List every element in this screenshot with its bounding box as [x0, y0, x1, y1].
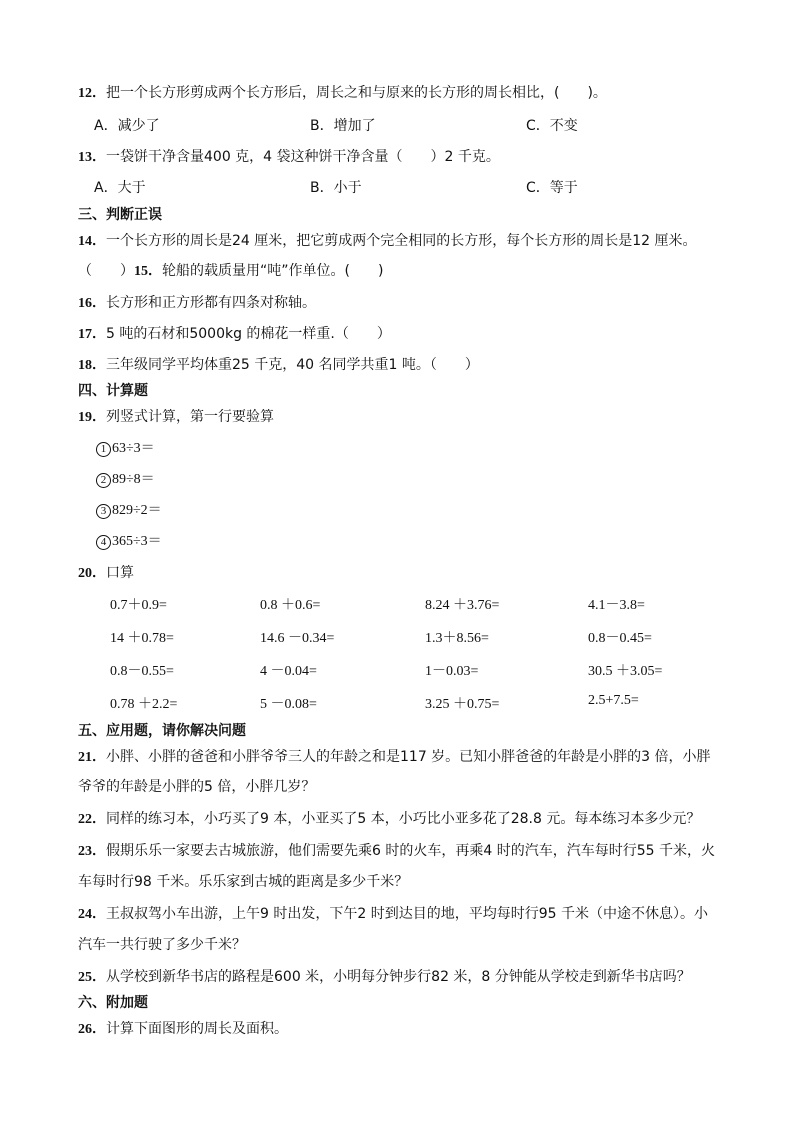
option-c: C．不变 — [526, 118, 578, 134]
question-number: 19． — [78, 410, 106, 425]
question-text: 从学校到新华书店的路程是600 米，小明每分钟步行82 米，8 分钟能从学校走到新华书店吗？ — [106, 969, 691, 985]
mental-calc: 1－0.03= — [425, 664, 479, 679]
question-19 — [78, 406, 274, 426]
question-number: 14． — [78, 234, 106, 249]
mental-calc: 4 －0.04= — [260, 664, 317, 679]
question-23 — [78, 840, 715, 860]
mental-calc: 0.8－0.55= — [110, 664, 174, 679]
question-text: 轮船的载质量用“吨”作单位。( ) — [162, 263, 384, 279]
question-text: 列竖式计算，第一行要验算 — [106, 409, 274, 425]
calc-item: 2 89÷8＝ — [96, 468, 155, 488]
question-text: 王叔叔驾小车出游，上午9 时出发，下午2 时到达目的地，平均每时行95 千米（中途不休息）。小 — [106, 906, 708, 922]
question-25 — [78, 966, 691, 986]
question-number: 25． — [78, 970, 106, 985]
section-heading: 四、计算题 — [78, 383, 148, 399]
mental-calc: 5 －0.08= — [260, 697, 317, 712]
mental-calc: 1.3＋8.56= — [425, 631, 489, 646]
question-14 — [78, 230, 697, 250]
mental-calc: 30.5 ＋3.05= — [588, 664, 663, 679]
option-c: C．等于 — [526, 180, 578, 196]
calc-item: 4 365÷3＝ — [96, 530, 162, 550]
question-number: 21． — [78, 750, 106, 765]
question-23-cont: 车每时行98 千米。乐乐家到古城的距离是多少千米？ — [78, 874, 409, 890]
option-b: B．增加了 — [310, 118, 376, 134]
question-18 — [78, 354, 479, 374]
question-number: 13． — [78, 150, 106, 165]
mental-calc: 0.8－0.45= — [588, 631, 652, 646]
question-22 — [78, 808, 700, 828]
mental-calc: 14.6 －0.34= — [260, 631, 335, 646]
question-12 — [78, 82, 607, 102]
question-text: 同样的练习本，小巧买了9 本，小亚买了5 本，小巧比小亚多花了28.8 元。每本练习本多少元？ — [106, 811, 701, 827]
mental-calc: 0.78 ＋2.2= — [110, 697, 178, 712]
question-24-cont: 汽车一共行驶了多少千米？ — [78, 937, 246, 953]
question-text: 三年级同学平均体重25 千克，40 名同学共重1 吨。（ ） — [106, 357, 479, 373]
mental-calc: 3.25 ＋0.75= — [425, 697, 500, 712]
calc-item: 1 63÷3＝ — [96, 437, 155, 457]
question-15 — [78, 260, 383, 280]
question-text: 小胖、小胖的爸爸和小胖爷爷三人的年龄之和是117 岁。已知小胖爸爸的年龄是小胖的3 倍，小胖 — [106, 749, 711, 765]
question-24 — [78, 903, 708, 923]
question-number: 23． — [78, 844, 106, 859]
question-number: 26． — [78, 1022, 106, 1037]
question-number: 20． — [78, 566, 106, 581]
option-b: B．小于 — [310, 180, 362, 196]
question-text: 计算下面图形的周长及面积。 — [106, 1021, 288, 1037]
question-text: 把一个长方形剪成两个长方形后，周长之和与原来的长方形的周长相比，( )。 — [106, 85, 607, 101]
mental-calc: 8.24 ＋3.76= — [425, 598, 500, 613]
question-number: 17． — [78, 327, 106, 342]
circled-number: 4 — [96, 535, 111, 550]
circled-number: 1 — [96, 442, 111, 457]
question-21 — [78, 746, 711, 766]
question-26 — [78, 1018, 288, 1038]
mental-calc: 0.7＋0.9= — [110, 598, 167, 613]
question-text: 一袋饼干净含量400 克，4 袋这种饼干净含量（ ）2 千克。 — [106, 149, 500, 165]
section-heading: 三、判断正误 — [78, 207, 162, 223]
answer-blank: （ ） — [78, 263, 134, 279]
mental-calc: 14 ＋0.78= — [110, 631, 174, 646]
mental-calc: 4.1－3.8= — [588, 598, 645, 613]
option-a: A．减少了 — [94, 118, 160, 134]
calc-item: 3 829÷2＝ — [96, 499, 162, 519]
mental-calc: 0.8 ＋0.6= — [260, 598, 321, 613]
question-17 — [78, 323, 391, 343]
question-number: 22． — [78, 812, 106, 827]
question-number: 24． — [78, 907, 106, 922]
section-heading: 五、应用题，请你解决问题 — [78, 723, 246, 739]
circled-number: 3 — [96, 504, 111, 519]
question-number: 16． — [78, 296, 106, 311]
question-number: 18． — [78, 358, 106, 373]
question-16 — [78, 292, 316, 312]
question-13 — [78, 146, 500, 166]
question-text: 5 吨的石材和5000kg 的棉花一样重.（ ） — [106, 326, 391, 342]
question-21-cont: 爷爷的年龄是小胖的5 倍，小胖几岁？ — [78, 779, 316, 795]
section-heading: 六、附加题 — [78, 995, 148, 1011]
question-20 — [78, 562, 134, 582]
question-text: 一个长方形的周长是24 厘米，把它剪成两个完全相同的长方形，每个长方形的周长是12 厘米。 — [106, 233, 697, 249]
question-text: 口算 — [106, 565, 134, 581]
question-text: 假期乐乐一家要去古城旅游，他们需要先乘6 时的火车，再乘4 时的汽车，汽车每时行55 千米，火 — [106, 843, 715, 859]
question-text: 长方形和正方形都有四条对称轴。 — [106, 295, 316, 311]
question-number: 15． — [134, 264, 162, 279]
mental-calc: 2.5+7.5= — [588, 693, 639, 708]
circled-number: 2 — [96, 473, 111, 488]
question-number: 12． — [78, 86, 106, 101]
option-a: A．大于 — [94, 180, 146, 196]
